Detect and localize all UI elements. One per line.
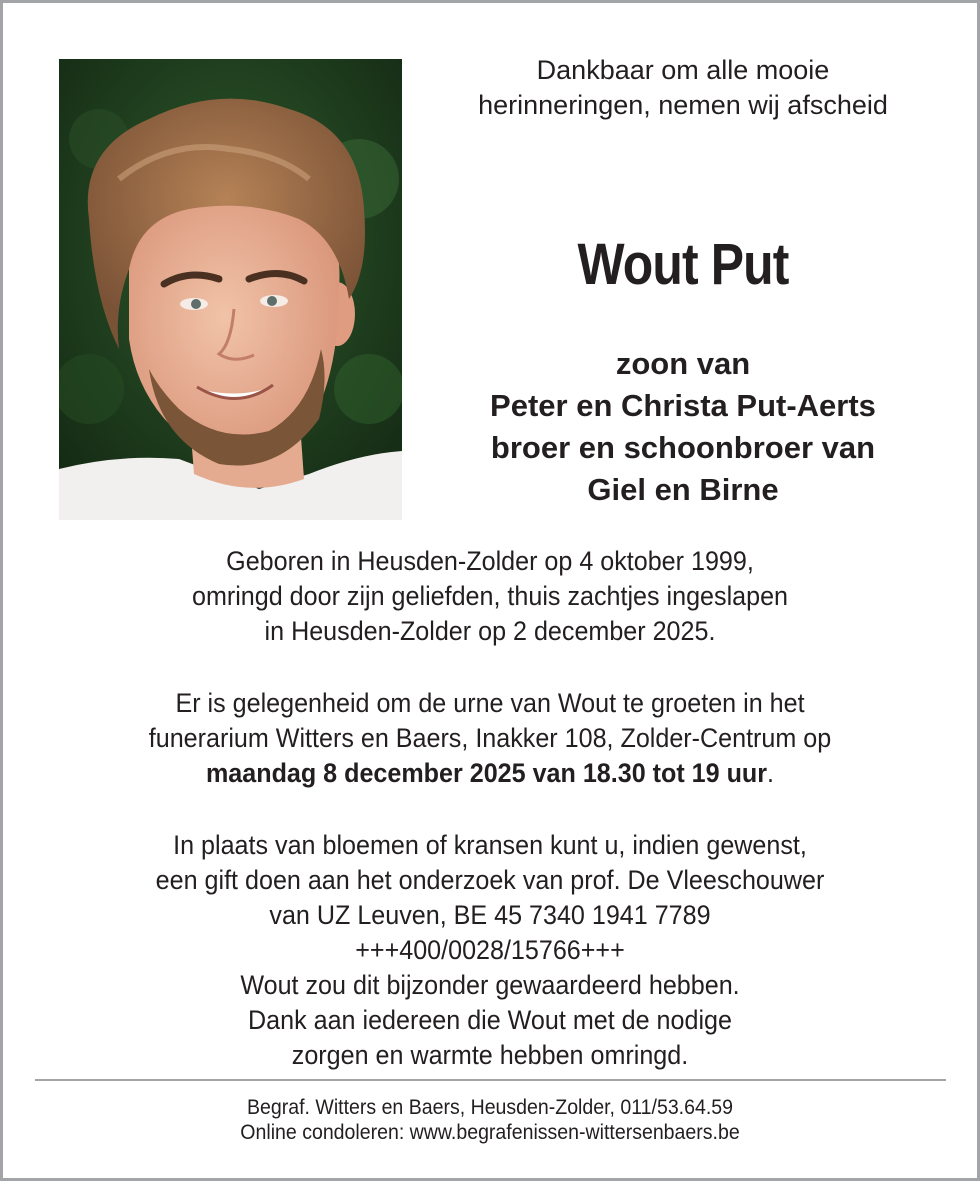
visitation-paragraph [23,686,957,791]
paragraph-line: in Heusden-Zolder op 2 december 2025. [264,616,716,646]
paragraph-line: In plaats van bloemen of kransen kunt u, indien gewenst, [173,830,807,860]
intro-text [423,53,943,123]
visitation-datetime-line [56,756,925,791]
intro-line: herinneringen, nemen wij afscheid [478,90,888,120]
paragraph-line: omringd door zijn geliefden, thuis zachtjes ingeslapen [191,581,789,611]
family-line: Peter en Christa Put-Aerts [490,388,876,423]
paragraph-line: funerarium Witters en Baers, Inakker 108, Zolder-Centrum op [148,723,832,753]
portrait-photo [59,59,402,520]
paragraph-line: Wout zou dit bijzonder gewaardeerd hebben. [240,970,740,1000]
paragraph-line: zorgen en warmte hebben omringd. [291,1040,689,1070]
donation-paragraph [23,828,957,1073]
birth-death-paragraph [23,544,957,649]
family-relations [423,343,943,511]
intro-line: Dankbaar om alle mooie [536,55,830,85]
obituary-notice [3,3,977,1178]
online-condolence-link[interactable]: Online condoleren: www.begrafenissen-wittersenbaers.be [240,1121,740,1144]
funeral-home-contact: Begraf. Witters en Baers, Heusden-Zolder, 011/53.64.59 [246,1096,733,1119]
family-line: zoon van [615,346,751,381]
paragraph-line: Er is gelegenheid om de urne van Wout te groeten in het [175,688,805,718]
family-line: Giel en Birne [587,472,779,507]
funeral-home-footer [23,1095,957,1145]
deceased-name: Wout Put [577,232,789,297]
structured-reference: +++400/0028/15766+++ [355,935,625,965]
portrait-image [59,59,402,520]
bank-account-line: van UZ Leuven, BE 45 7340 1941 7789 [269,900,711,930]
paragraph-line: Dank aan iedereen die Wout met de nodige [248,1005,732,1035]
paragraph-line: Geboren in Heusden-Zolder op 4 oktober 1999, [226,546,754,576]
paragraph-line: een gift doen aan het onderzoek van prof. De Vleeschouwer [155,865,825,895]
footer-divider [35,1079,946,1081]
visitation-suffix: . [767,758,775,788]
family-line: broer en schoonbroer van [490,430,876,465]
visitation-datetime: maandag 8 december 2025 van 18.30 tot 19 uur [205,758,768,788]
